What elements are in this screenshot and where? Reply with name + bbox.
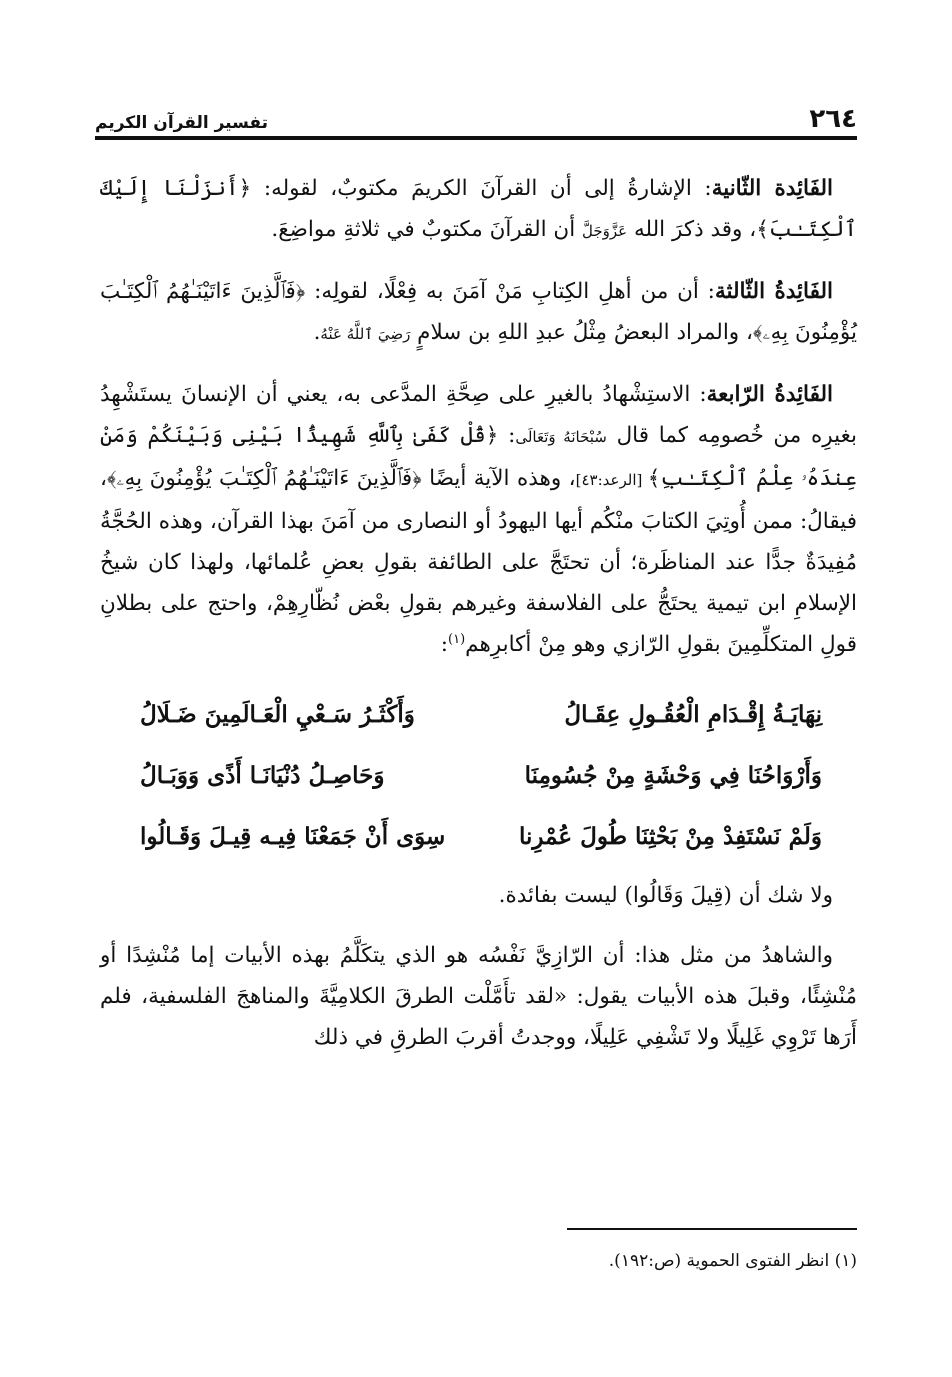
paragraph-no-doubt: ولا شك أن (قِيلَ وَقَالُوا) ليست بفائدة.	[498, 883, 833, 908]
page-number: ٢٦٤	[809, 104, 857, 134]
text-run: ، وقد ذكرَ الله	[627, 217, 757, 242]
text-run: : الإشارةُ إلى أن القرآنَ الكريمَ مكتوبٌ، لقوله:	[251, 176, 712, 201]
text-run: ، والمراد البعضُ مِثْلُ عبدِ اللهِ بن سلامٍ	[410, 320, 753, 345]
page-header	[95, 92, 857, 140]
footnote-reference[interactable]: (١)	[448, 631, 466, 647]
text-run: : الاستِشْهادُ بالغيرِ على صِحَّةِ المدَّعى به، يعني أن الإنسانَ يستَشْهِدُ بغيرِه من خُصومِه كما قال	[100, 382, 857, 448]
honorific: رَضِيَ ٱللَّهُ عَنْهُ	[320, 325, 411, 343]
poem-line	[100, 684, 857, 745]
footnote-divider	[567, 1228, 857, 1230]
paragraph-benefit-2	[100, 168, 857, 252]
quran-verse: ﴿فَٱلَّذِينَ ءَاتَيْنَـٰهُمُ ٱلْكِتَـٰبَ يُؤْمِنُونَ بِهِۦ﴾	[100, 279, 857, 345]
quran-verse: ﴿قُلْ كَفَىٰ بِٱللَّهِ شَهِيدًۢا بَيْنِى وَبَيْنَكُمْ وَمَنْ عِندَهُۥ عِلْمُ ٱلْكِتَـٰبِ﴾	[100, 423, 857, 491]
running-title: تفسير القرآن الكريم	[95, 113, 269, 133]
text-run: :	[440, 632, 448, 657]
body-text	[100, 168, 857, 1077]
poem-line	[100, 745, 857, 806]
text-run: :	[498, 423, 516, 448]
poem	[100, 684, 857, 867]
paragraph-heading: الفَائِدة الثّانية	[711, 176, 834, 201]
paragraph-witness: والشاهدُ من مثل هذا: أن الرّازِيَّ نَفْسُه هو الذي يتكَلَّمُ بهذه الأبيات إما مُنْشِدًا أو مُنْشِئًا، وقبلَ هذه الأبيات يقول: «لقد تأَمَّلْت الطرقَ الكلامِيَّةَ والمناهجَ الفلسفية، فلم أَرَها تَرْوِي غَلِيلًا ولا تَشْفِي عَلِيلًا، ووجدتُ أقربَ الطرقِ في ذلك	[100, 943, 857, 1050]
poem-line	[100, 806, 857, 867]
paragraph-heading: الفَائِدةُ الثّالثة	[714, 279, 833, 304]
poem-hemistich-right: وَأَرْوَاحُنَا فِي وَحْشَةٍ مِنْ جُسُومِنَا	[524, 762, 822, 789]
paragraph-heading: الفَائِدةُ الرّابعة	[706, 382, 834, 407]
text-run: أن القرآنَ مكتوبٌ في ثلاثةِ مواضِعَ.	[271, 217, 583, 242]
poem-hemistich-right: نِهَايَـةُ إِقْـدَامِ الْعُقُـولِ عِقَـالُ	[564, 701, 822, 728]
footnote: (١) انظر الفتوى الحموية (ص:١٩٢).	[608, 1251, 857, 1271]
poem-hemistich-left: وَأَكْثَـرُ سَـعْيِ الْعَـالَمِينَ ضَـلَالُ	[140, 701, 415, 728]
poem-hemistich-left: سِوَى أَنْ جَمَعْنَا فِيـه قِيـلَ وَقَـالُوا	[140, 823, 446, 850]
honorific: عَزَّوَجَلَّ	[582, 222, 628, 240]
honorific: سُبْحَانَهُ وَتَعَالَى	[515, 428, 607, 446]
text-run: ، وهذه الآية أيضًا	[421, 466, 576, 491]
text-run: ، فيقالُ: ممن أُوتِيَ الكتابَ منْكُم أيها اليهودُ أو النصارى من آمَنَ بهذا القرآن، وهذه الحُجَّةُ مُفِيدَةٌ جدًّا عند المناظَرة؛ أن تحتَجَّ على الطائفة بقولِ بعضِ عُلمائها، ولهذا كان شيخُ الإسلامِ ابن تيمية يحتَجُّ على الفلاسفة وغيرهم بقولِ بعْض نُظّارِهِمْ، واحتج على بطلانِ قولِ المتكلِّمِينَ بقولِ الرّازي وهو مِنْ أكابرِهم	[100, 466, 857, 657]
quran-verse: ﴿فَٱلَّذِينَ ءَاتَيْنَـٰهُمُ ٱلْكِتَـٰبَ يُؤْمِنُونَ بِهِۦ﴾	[106, 466, 422, 491]
quran-verse: ﴿أَنزَلْنَا إِلَيْكَ ٱلْكِتَـٰبَ﴾	[100, 176, 857, 242]
paragraph-benefit-3	[100, 271, 857, 355]
poem-hemistich-left: وَحَاصِـلُ دُنْيَانَـا أَذًى وَوَبَـالُ	[140, 762, 385, 789]
text-run: .	[313, 320, 321, 345]
verse-reference: [الرعد:٤٣]	[575, 471, 648, 489]
text-run: : أن من أهلِ الكِتابِ مَنْ آمَنَ به فِعْلًا، لقولِه:	[305, 279, 715, 304]
poem-hemistich-right: وَلَمْ نَسْتَفِدْ مِنْ بَحْثِنَا طُولَ عُمْرِنا	[518, 823, 822, 850]
paragraph-benefit-4	[100, 374, 857, 665]
